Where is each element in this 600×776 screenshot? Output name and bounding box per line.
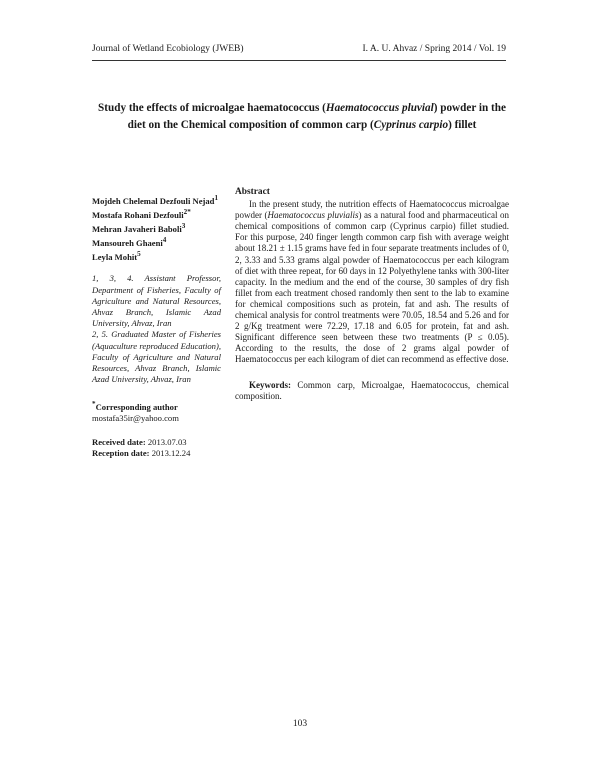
keywords: Keywords: Common carp, Microalgae, Haematococcus, chemical composition. [235,379,509,401]
author-column [92,193,221,459]
author-4: Mansoureh Ghaeni$^4$ [92,236,167,249]
author-2: Mostafa Rohani Dezfouli$^{2*}$ [92,208,191,220]
corresponding-author: *Corresponding author mostafa35ir@yahoo.com [92,399,221,424]
issue-info: I. A. U. Ahvaz / Spring 2014 / Vol. 19 [362,44,506,54]
received-date: Received date: 2013.07.03 [92,436,187,447]
author-list [92,193,221,263]
reception-date: Reception date: 2013.12.24 [92,447,191,458]
affiliations [92,273,221,385]
author-1: Mojdeh Chelemal Dezfouli Nejad$^1$ [92,194,219,206]
abstract-heading: Abstract [235,187,270,197]
journal-name: Journal of Wetland Ecobiology (JWEB) [92,44,244,54]
author-5: Leyla Mohit$^5$ [92,250,141,263]
affiliation-2: 2, 5. Graduated Master of Fisheries (Aquaculture reproduced Education), Faculty of Agriculture and Natural Resources, Ahvaz Branch, Islamic Azad University, Ahvaz, Iran [92,329,221,385]
paper-title: Study the effects of microalgae haematococcus (Haematococcus pluvial) powder in the diet on the Chemical composition of common carp (Cyprinus carpio) fillet [98,102,506,131]
header-rule [92,60,506,61]
dates [92,437,221,459]
corresponding-email: mostafa35ir@yahoo.com [92,413,179,424]
abstract-section [235,187,509,402]
affiliation-1: 1, 3, 4. Assistant Professor, Department of Fisheries, Faculty of Agriculture and Natural Resources, Ahvaz Branch, Islamic Azad University, Ahvaz, Iran [92,273,221,329]
abstract-body: In the present study, the nutrition effects of Haematococcus microalgae powder (Haematococcus pluvialis) as a natural food and pharmaceutical on chemical compositions of common carp (Cyprinus carpio) fillet studied. For this purpose, 240 finger length common carp fish with average weight about 18.21 ± 1.15 grams have fed in four separate treatments includes of 0, 2, 3.33 and 5.33 grams algal powder of Haematococcus per each kilogram of diet with three repeat, for 60 days in 12 Polyethylene tanks with 300-liter capacity. In the medium and the end of the course, 30 samples of dry fish fillet from each treatment chosed randomly then sent to the lab to examine for chemical compositions such as protein, fat and ash. The results of chemical analysis for control treatments were 70.05, 18.54 and 5.26 and for 2 g/Kg treatment were 72.29, 17.18 and 6.05 for protein, fat and ash. Significant difference seen between these two treatments (P ≤ 0.05). According to the results, the dose of 2 grams algal powder of Haematococcus per each kilogram of diet can recommend as effective dose. [235,199,509,365]
author-3: Mehran Javaheri Baboli$^3$ [92,222,186,234]
page-number: 103 [292,719,308,729]
